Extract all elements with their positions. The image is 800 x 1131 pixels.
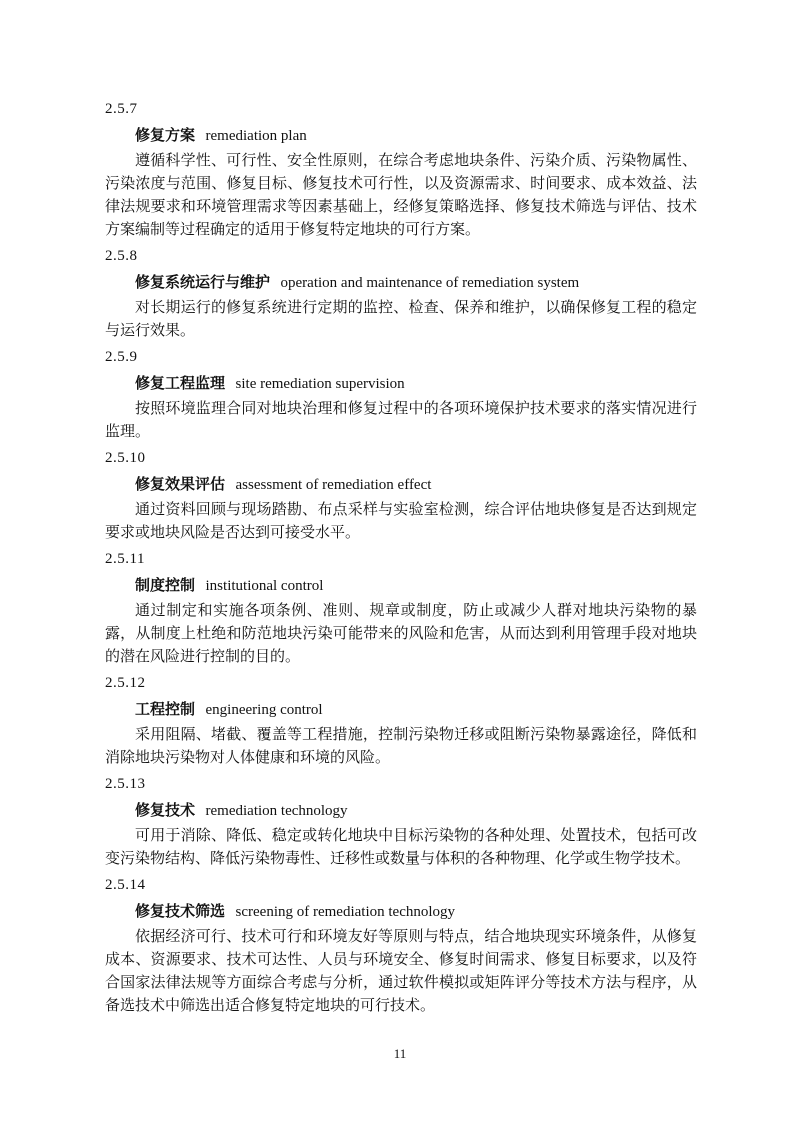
term-english: screening of remediation technology [235, 904, 456, 920]
term-english: operation and maintenance of remediation system [280, 275, 580, 291]
term-definition: 通过资料回顾与现场踏勘、布点采样与实验室检测，综合评估地块修复是否达到规定要求或地块风险是否达到可接受水平。 [105, 502, 697, 541]
term-line [105, 698, 697, 722]
term-english: site remediation supervision [235, 376, 405, 392]
term-definition: 可用于消除、降低、稳定或转化地块中目标污染物的各种处理、处置技术，包括可改变污染物结构、降低污染物毒性、迁移性或数量与体积的各种物理、化学或生物学技术。 [105, 828, 697, 867]
term-chinese: 修复技术筛选 [135, 904, 226, 920]
term-entry [105, 97, 697, 242]
clause-number: 2.5.7 [105, 101, 138, 117]
term-line [105, 900, 697, 924]
term-english: remediation plan [205, 128, 307, 144]
term-line [105, 473, 697, 497]
term-entry [105, 547, 697, 669]
term-chinese: 工程控制 [135, 702, 196, 718]
term-definition: 按照环境监理合同对地块治理和修复过程中的各项环境保护技术要求的落实情况进行监理。 [105, 401, 697, 440]
term-definition: 依据经济可行、技术可行和环境友好等原则与特点，结合地块现实环境条件，从修复成本、资源要求、技术可达性、人员与环境安全、修复时间需求、修复目标要求，以及符合国家法律法规等方面综合考虑与分析，通过软件模拟或矩阵评分等技术方法与程序，从备选技术中筛选出适合修复特定地块的可行技术。 [105, 929, 697, 1014]
term-chinese: 修复系统运行与维护 [135, 275, 271, 291]
term-definition: 通过制定和实施各项条例、准则、规章或制度，防止或减少人群对地块污染物的暴露，从制度上杜绝和防范地块污染可能带来的风险和危害，从而达到利用管理手段对地块的潜在风险进行控制的目的。 [105, 603, 697, 665]
term-entry [105, 446, 697, 545]
term-english: institutional control [205, 578, 324, 594]
term-line [105, 271, 697, 295]
term-english: assessment of remediation effect [235, 477, 432, 493]
term-entry [105, 244, 697, 343]
term-line [105, 574, 697, 598]
clause-number: 2.5.12 [105, 675, 146, 691]
term-chinese: 修复工程监理 [135, 376, 226, 392]
term-entry [105, 671, 697, 770]
term-english: engineering control [205, 702, 323, 718]
clause-number: 2.5.8 [105, 248, 138, 264]
term-line [105, 372, 697, 396]
term-chinese: 修复效果评估 [135, 477, 226, 493]
clause-number: 2.5.10 [105, 450, 146, 466]
clause-number: 2.5.13 [105, 776, 146, 792]
term-definition: 遵循科学性、可行性、安全性原则，在综合考虑地块条件、污染介质、污染物属性、污染浓度与范围、修复目标、修复技术可行性，以及资源需求、时间要求、成本效益、法律法规要求和环境管理需求等因素基础上，经修复策略选择、修复技术筛选与评估、技术方案编制等过程确定的适用于修复特定地块的可行方案。 [105, 153, 697, 238]
term-chinese: 修复方案 [135, 128, 196, 144]
clause-number: 2.5.9 [105, 349, 138, 365]
term-entry [105, 345, 697, 444]
term-line [105, 799, 697, 823]
term-line [105, 124, 697, 148]
term-definition: 采用阻隔、堵截、覆盖等工程措施，控制污染物迁移或阻断污染物暴露途径，降低和消除地块污染物对人体健康和环境的风险。 [105, 727, 697, 766]
term-entry [105, 772, 697, 871]
term-definition: 对长期运行的修复系统进行定期的监控、检查、保养和维护，以确保修复工程的稳定与运行效果。 [105, 300, 697, 339]
term-entry [105, 873, 697, 1018]
terminology-section [105, 97, 697, 1018]
term-chinese: 制度控制 [135, 578, 196, 594]
term-chinese: 修复技术 [135, 803, 196, 819]
clause-number: 2.5.14 [105, 877, 146, 893]
clause-number: 2.5.11 [105, 551, 145, 567]
term-english: remediation technology [205, 803, 348, 819]
page-number: 11 [393, 1046, 407, 1061]
